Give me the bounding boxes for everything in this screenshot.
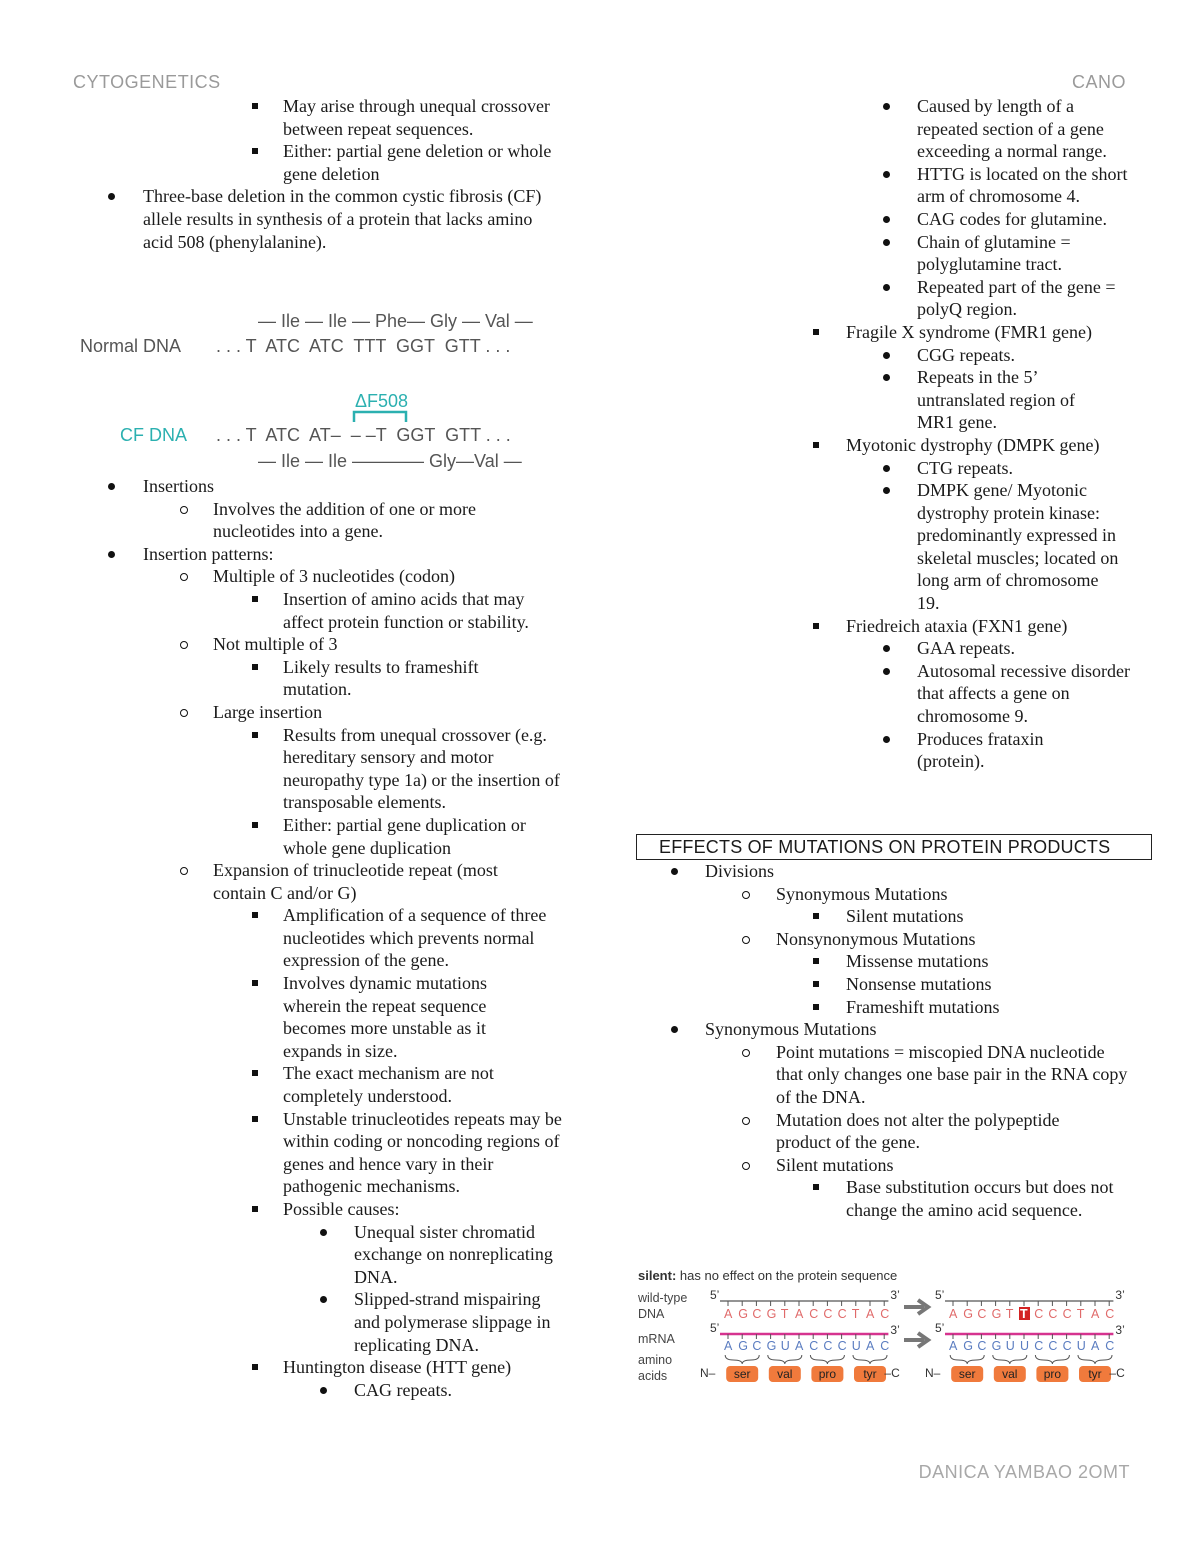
list-item: HTTG is located on the short arm of chromosome 4. xyxy=(635,163,1135,208)
wildtype-amino-acid-label: pro xyxy=(818,1367,837,1381)
wildtype-dna-base: G xyxy=(766,1307,777,1321)
mutant-mrna-base: U xyxy=(1020,1339,1030,1353)
silent-mutation-diagram xyxy=(636,1262,1136,1392)
wildtype-mrna-base: C xyxy=(823,1339,833,1353)
list-item: Divisions xyxy=(635,860,1135,883)
wildtype-dna-base: A xyxy=(795,1307,804,1321)
mutant-dna-base: C xyxy=(1062,1307,1072,1321)
mutant-mrna-base: U xyxy=(1076,1339,1086,1353)
list-item: Repeated part of the gene = polyQ region. xyxy=(635,276,1135,321)
arrow-mrna xyxy=(904,1333,928,1347)
right-column-top xyxy=(635,95,1135,773)
list-item: CTG repeats. xyxy=(635,457,1135,480)
mutant-mrna-base: C xyxy=(977,1339,987,1353)
list-item: Huntington disease (HTT gene) xyxy=(100,1356,570,1379)
mutant-mrna-base: C xyxy=(1105,1339,1115,1353)
mutant-amino-acid-label: val xyxy=(1002,1367,1018,1381)
footer-author: DANICA YAMBAO 2OMT xyxy=(918,1462,1130,1482)
mutant-dna-base: C xyxy=(977,1307,987,1321)
mutant-amino-acid-label: pro xyxy=(1043,1367,1062,1381)
mutant-dna-base: T xyxy=(1005,1307,1014,1321)
mutant-mrna-base: C xyxy=(1048,1339,1058,1353)
list-item: Slipped-strand mispairing and polymerase slippage in replicating DNA. xyxy=(100,1288,570,1356)
list-item: Repeats in the 5’ untranslated region of MR1 gene. xyxy=(635,366,1135,434)
mutant-dna-base: A xyxy=(949,1307,958,1321)
cf-dna-label: CF DNA xyxy=(120,425,187,445)
list-item: Silent mutations xyxy=(635,1154,1135,1177)
wildtype-mrna-base: U xyxy=(851,1339,861,1353)
wildtype-dna-base: A xyxy=(724,1307,733,1321)
list-item: Mutation does not alter the polypeptide product of the gene. xyxy=(635,1109,1135,1154)
list-item: Insertions xyxy=(100,475,570,498)
silent-title-rest: has no effect on the protein sequence xyxy=(676,1268,898,1283)
row-label-dna: DNA xyxy=(638,1307,665,1321)
wildtype-dna-base: C xyxy=(880,1307,890,1321)
row-label-mrna: mRNA xyxy=(638,1332,675,1346)
wildtype-codon-brace xyxy=(810,1355,844,1364)
wildtype-n-terminus: N– xyxy=(700,1366,716,1380)
normal-dna-label: Normal DNA xyxy=(80,336,182,356)
list-item: Autosomal recessive disorder that affects a gene on chromosome 9. xyxy=(635,660,1135,728)
list-item: DMPK gene/ Myotonic dystrophy protein kinase: predominantly expressed in skeletal muscles; located on long arm of chromosome 19. xyxy=(635,479,1135,615)
mutant-mrna-base: C xyxy=(1034,1339,1044,1353)
wildtype-dna-base: A xyxy=(866,1307,875,1321)
wildtype-mrna-base: C xyxy=(880,1339,890,1353)
wildtype-codon-brace xyxy=(853,1355,887,1364)
silent-title-bold: silent: xyxy=(638,1268,677,1283)
cf-dna-sequence: . . . T ATC AT– – –T GGT GTT . . . xyxy=(216,425,511,445)
wildtype-amino-acid-label: tyr xyxy=(863,1367,877,1381)
list-item: Amplification of a sequence of three nucleotides which prevents normal expression of the gene. xyxy=(100,904,570,972)
normal-dna-sequence: . . . T ATC ATC TTT GGT GTT . . . xyxy=(216,336,511,356)
list-item: Involves dynamic mutations wherein the repeat sequence becomes more unstable as it expands in size. xyxy=(100,972,570,1062)
list-item: May arise through unequal crossover between repeat sequences. xyxy=(100,95,570,140)
left-column-top xyxy=(100,95,570,253)
wildtype-dna-5prime: 5’ xyxy=(710,1288,720,1302)
section-title-box: EFFECTS OF MUTATIONS ON PROTEIN PRODUCTS xyxy=(636,834,1152,860)
wildtype-mrna-base: C xyxy=(809,1339,819,1353)
list-item: Nonsynonymous Mutations xyxy=(635,928,1135,951)
mutant-dna-base: C xyxy=(1048,1307,1058,1321)
list-item: Large insertion xyxy=(100,701,570,724)
mutant-dna-5prime: 5’ xyxy=(935,1288,945,1302)
wildtype-mrna-base: A xyxy=(795,1339,804,1353)
mutant-dna-base: G xyxy=(963,1307,973,1321)
wildtype-dna-base: C xyxy=(809,1307,819,1321)
mutant-dna-base: A xyxy=(1091,1307,1100,1321)
row-label-acids: acids xyxy=(638,1369,668,1383)
wildtype-mrna-base: C xyxy=(752,1339,762,1353)
mutant-codon-brace xyxy=(993,1355,1027,1364)
list-item: Base substitution occurs but does not change the amino acid sequence. xyxy=(635,1176,1135,1221)
list-item: CAG repeats. xyxy=(100,1379,570,1402)
list-item: Expansion of trinucleotide repeat (most contain C and/or G) xyxy=(100,859,570,904)
mutant-mrna-base: A xyxy=(949,1339,958,1353)
wildtype-mrna-3prime: 3’ xyxy=(890,1323,900,1337)
list-item: Synonymous Mutations xyxy=(635,1018,1135,1041)
wildtype-codon-brace xyxy=(725,1355,759,1364)
wildtype-amino-acid-label: ser xyxy=(733,1367,751,1381)
list-item: Either: partial gene duplication or whole gene duplication xyxy=(100,814,570,859)
left-column-bottom xyxy=(100,475,570,1401)
list-item: Likely results to frameshift mutation. xyxy=(100,656,570,701)
wildtype-mrna-base: A xyxy=(866,1339,875,1353)
list-item: Missense mutations xyxy=(635,950,1135,973)
mutant-mrna-base: C xyxy=(1062,1339,1072,1353)
list-item: Silent mutations xyxy=(635,905,1135,928)
arrow-dna xyxy=(904,1300,928,1314)
wildtype-dna-3prime: 3’ xyxy=(890,1288,900,1302)
list-item: Myotonic dystrophy (DMPK gene) xyxy=(635,434,1135,457)
svg-text:silent: has no effect on the p xyxy=(638,1268,897,1283)
delta-f508-label: ΔF508 xyxy=(355,391,409,411)
mutant-mrna-3prime: 3’ xyxy=(1115,1323,1125,1337)
mutant-dna-base: G xyxy=(991,1307,1002,1321)
mutant-mrna-base: G xyxy=(963,1339,973,1353)
list-item: Either: partial gene deletion or whole gene deletion xyxy=(100,140,570,185)
list-item: GAA repeats. xyxy=(635,637,1135,660)
list-item: Nonsense mutations xyxy=(635,973,1135,996)
wildtype-mrna-5prime: 5’ xyxy=(710,1321,720,1335)
header-left: CYTOGENETICS xyxy=(73,72,221,92)
wildtype-mrna-base: G xyxy=(738,1339,748,1353)
list-item: Results from unequal crossover (e.g. hereditary sensory and motor neuropathy type 1a) or the insertion of transposable elements. xyxy=(100,724,570,814)
mutant-dna-base: T xyxy=(1020,1307,1028,1321)
right-column-bottom xyxy=(635,860,1135,1222)
list-item: Not multiple of 3 xyxy=(100,633,570,656)
list-item: Fragile X syndrome (FMR1 gene) xyxy=(635,321,1135,344)
mutant-amino-acid-label: tyr xyxy=(1088,1367,1102,1381)
wildtype-dna-base: C xyxy=(837,1307,847,1321)
normal-aa-sequence: — Ile — Ile — Phe— Gly — Val — xyxy=(258,311,533,331)
list-item: Insertion patterns: xyxy=(100,543,570,566)
mutant-c-terminus: –C xyxy=(1109,1366,1125,1380)
wildtype-c-terminus: –C xyxy=(884,1366,900,1380)
mutant-codon-brace xyxy=(950,1355,984,1364)
mutant-mrna-5prime: 5’ xyxy=(935,1321,945,1335)
wildtype-mrna-base: U xyxy=(780,1339,790,1353)
wildtype-dna-base: T xyxy=(851,1307,860,1321)
mutant-dna-base: C xyxy=(1034,1307,1044,1321)
mutant-mrna-base: A xyxy=(1091,1339,1100,1353)
list-item: Friedreich ataxia (FXN1 gene) xyxy=(635,615,1135,638)
wildtype-mrna-base: G xyxy=(766,1339,777,1353)
list-item: Synonymous Mutations xyxy=(635,883,1135,906)
mutant-n-terminus: N– xyxy=(925,1366,941,1380)
wildtype-dna-base: C xyxy=(752,1307,762,1321)
list-item: Involves the addition of one or more nucleotides into a gene. xyxy=(100,498,570,543)
wildtype-codon-brace xyxy=(768,1355,802,1364)
mutant-dna-base: T xyxy=(1076,1307,1085,1321)
list-item: Frameshift mutations xyxy=(635,996,1135,1019)
list-item: CAG codes for glutamine. xyxy=(635,208,1135,231)
mutant-dna-base: C xyxy=(1105,1307,1115,1321)
wildtype-mrna-base: A xyxy=(724,1339,733,1353)
row-label-wildtype: wild-type xyxy=(638,1291,688,1305)
list-item: Three-base deletion in the common cystic fibrosis (CF) allele results in synthesis of a protein that lacks amino acid 508 (phenylalanine). xyxy=(100,185,570,253)
wildtype-mrna-base: C xyxy=(837,1339,847,1353)
mutant-amino-acid-label: ser xyxy=(958,1367,976,1381)
mutant-codon-brace xyxy=(1035,1355,1069,1364)
list-item: Produces frataxin (protein). xyxy=(635,728,1135,773)
delta-bracket xyxy=(354,412,406,422)
header-right: CANO xyxy=(1071,72,1126,92)
list-item: Caused by length of a repeated section of a gene exceeding a normal range. xyxy=(635,95,1135,163)
mutant-mrna-base: G xyxy=(991,1339,1002,1353)
list-item: Point mutations = miscopied DNA nucleotide that only changes one base pair in the RNA copy of the DNA. xyxy=(635,1041,1135,1109)
mutant-codon-brace xyxy=(1078,1355,1112,1364)
list-item: Insertion of amino acids that may affect protein function or stability. xyxy=(100,588,570,633)
list-item: Unequal sister chromatid exchange on nonreplicating DNA. xyxy=(100,1221,570,1289)
row-label-amino: amino xyxy=(638,1353,673,1367)
wildtype-dna-base: C xyxy=(823,1307,833,1321)
wildtype-dna-base: G xyxy=(738,1307,748,1321)
wildtype-dna-base: T xyxy=(780,1307,789,1321)
list-item: Unstable trinucleotides repeats may be within coding or noncoding regions of genes and hence vary in their pathogenic mechanisms. xyxy=(100,1108,570,1198)
mutant-mrna-base: U xyxy=(1005,1339,1015,1353)
cf-aa-sequence: — Ile — Ile ———— Gly—Val — xyxy=(258,451,522,471)
list-item: Multiple of 3 nucleotides (codon) xyxy=(100,565,570,588)
list-item: Possible causes: xyxy=(100,1198,570,1221)
mutant-dna-3prime: 3’ xyxy=(1115,1288,1125,1302)
wildtype-amino-acid-label: val xyxy=(777,1367,793,1381)
list-item: The exact mechanism are not completely understood. xyxy=(100,1062,570,1107)
cf-deletion-diagram xyxy=(70,300,570,480)
list-item: Chain of glutamine = polyglutamine tract. xyxy=(635,231,1135,276)
list-item: CGG repeats. xyxy=(635,344,1135,367)
